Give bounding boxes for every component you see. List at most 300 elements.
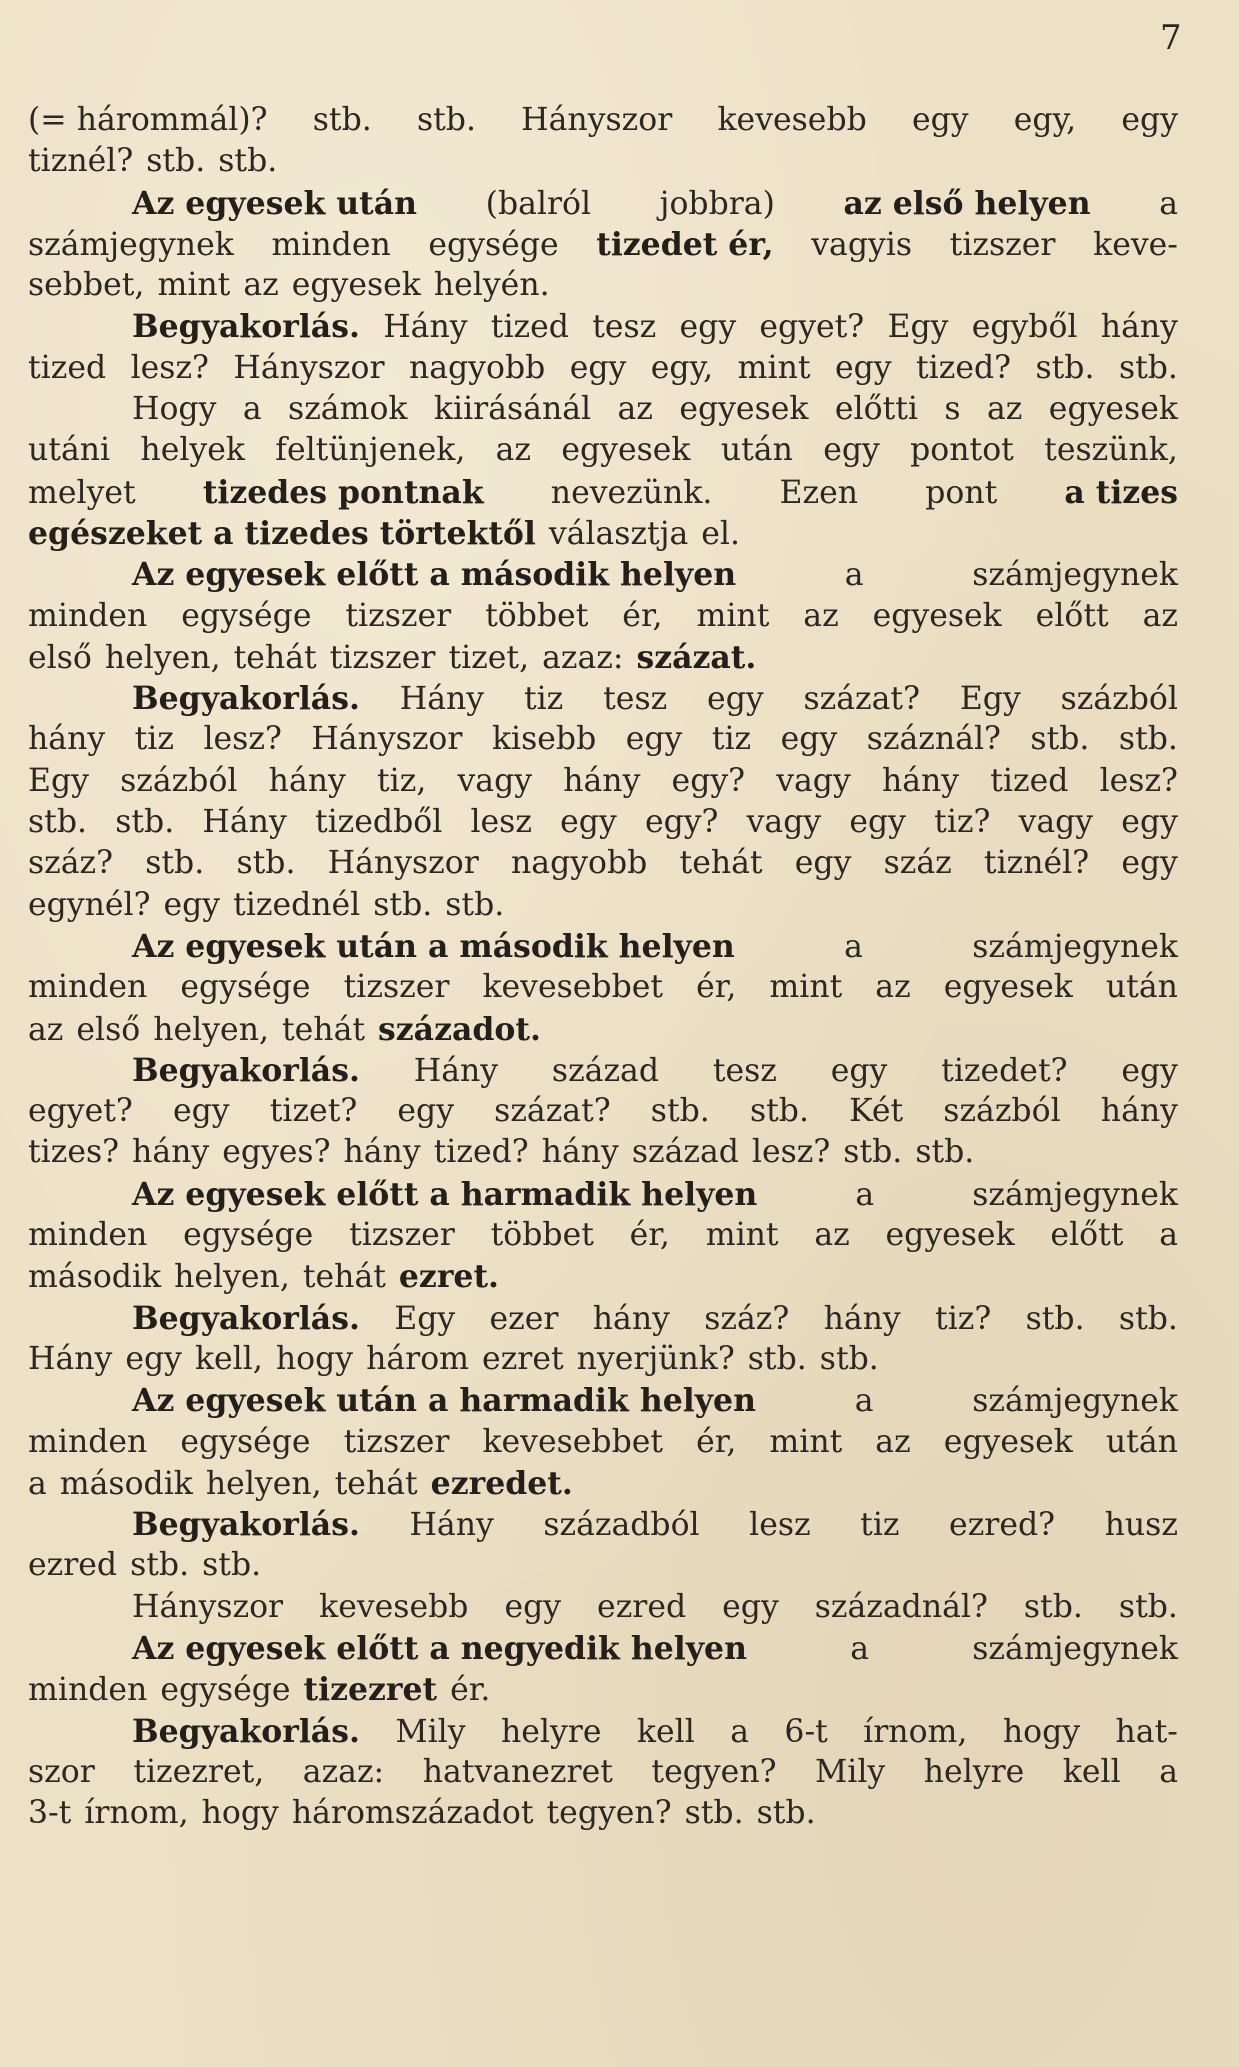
word: a [855,1176,875,1213]
word: kiirásánál [433,391,592,428]
text-line [28,719,1178,760]
word: százból [120,762,238,799]
word: egyesek [943,969,1073,1006]
word: kell, [194,1340,263,1377]
word: tizszer [343,969,450,1006]
word: az [243,267,279,304]
word: számok [288,391,408,428]
word: kevesebbet [482,1423,664,1460]
word: egyesek [679,391,809,428]
word: hány [1100,309,1178,346]
word: Hogy [132,391,217,428]
word: tizednél [233,886,361,923]
word: egy [707,681,764,718]
word: egysége [180,1423,311,1460]
word: egy? [644,804,719,841]
word: helyre [923,1753,1025,1790]
word: Hányszor [327,845,479,882]
word: minden [28,1217,148,1254]
text-line [28,224,1178,265]
word: mint [769,969,843,1006]
word: minden [28,1672,148,1709]
word: egy [834,349,892,386]
word: stb. [1118,721,1178,758]
text-line [28,1339,1178,1380]
word: a [1159,185,1178,222]
word: hatvanezret [422,1753,613,1790]
word: tegyen? [651,1753,777,1790]
word: számjegynek [972,1630,1178,1667]
bold-term: Begyakorlás. [132,680,360,718]
word: tesz [603,681,668,718]
word: hogy [201,1795,279,1832]
word: tehát [302,1259,386,1296]
word: pontot [910,432,1014,469]
word: egy [722,1588,779,1625]
bold-term: Az egyesek után [132,184,418,222]
word: ér, [696,1423,737,1460]
text-line [28,1256,1178,1297]
word: az [814,1217,850,1254]
word: Mily [815,1753,886,1790]
word: Hány [399,681,485,718]
word: az [875,1423,911,1460]
bold-term: százat. [636,638,757,676]
word: választja [548,515,689,552]
word: egy, [650,349,714,386]
word: hány [823,1300,901,1337]
word: stb. [312,102,372,138]
body-text [28,100,1178,1834]
word: nagyobb [511,845,648,882]
word: s [944,391,961,428]
word: száz? [28,845,114,882]
word: stb. [416,102,476,138]
word: egyből [971,309,1078,346]
word: Két [849,1093,904,1130]
word: lesz? [203,721,282,758]
word: Egy [887,309,949,346]
word: írnom, [84,1795,189,1832]
word: (= hárommál)? [28,102,268,138]
word: egyesek [885,1217,1015,1254]
word: mint [696,597,770,634]
word: egy [679,309,737,346]
word: második [28,1259,162,1296]
word: stb. [1023,1588,1083,1625]
bold-term: Begyakorlás. [132,1712,360,1750]
word: háromszázadot [291,1795,534,1832]
word: egy [560,804,617,841]
text-line [28,265,1178,306]
bold-term: Az egyesek után a harmadik helyen [132,1382,756,1420]
word: ér, [622,597,663,634]
word: pont [925,474,998,511]
word: Hányszor [233,349,385,386]
word: ezret [482,1340,564,1377]
word: a [844,557,864,594]
word: (balról [485,185,592,222]
word: stb. [1025,1300,1085,1337]
word: egyesek [561,432,691,469]
word: mint [737,349,811,386]
word: lesz? [130,349,209,386]
bold-term: tizezret [303,1671,438,1709]
word: stb. [1118,1300,1178,1337]
word: 6-t [784,1713,828,1750]
word: ezred [28,1547,118,1584]
text-line [28,183,1178,224]
word: egy [823,432,880,469]
word: egy [1121,845,1178,882]
word: Hány [28,1340,113,1377]
word: tizszer [329,639,436,676]
word: száz [883,845,952,882]
word: stb. [1118,1588,1178,1625]
word: az [617,391,653,428]
word: jobbra) [659,185,775,222]
word: stb. [28,804,88,841]
word: hat- [1115,1713,1178,1750]
word: hány [881,762,960,799]
word: tizes? [28,1134,120,1171]
word: 3-t [28,1795,72,1832]
text-line [28,885,1178,926]
word: nagyobb [408,349,546,386]
word: tegyen? [546,1795,672,1832]
word: Hány [202,804,287,841]
word: stb. [747,1340,807,1377]
word: stb. [146,143,206,180]
word: helyek [140,432,245,469]
word: stb. [819,1340,879,1377]
word: ér. [450,1672,491,1709]
word: egy [849,804,906,841]
word: egy [172,1093,230,1130]
word: mint [769,1423,843,1460]
word: tiz [134,721,174,758]
word: mint [705,1217,779,1254]
word: egyesek [291,267,421,304]
word: század [551,1052,660,1089]
word: stb. [756,1795,816,1832]
word: század [631,1134,739,1171]
word: tizet, [448,639,530,676]
word: egy [794,845,852,882]
word: az [986,391,1023,428]
word: tiznél? [983,845,1090,882]
word: helyre [500,1713,602,1750]
word: tizszer [345,597,452,634]
word: első [28,639,92,676]
word: egy? [671,762,746,799]
word: ér, [696,969,737,1006]
word: tesz [592,309,657,346]
text-line [28,1050,1178,1091]
word: hány [1100,1093,1178,1130]
word: stb. [115,804,175,841]
word: számjegynek [972,557,1178,594]
text-line [28,967,1178,1008]
bold-term: Begyakorlás. [132,1299,360,1337]
word: a [242,391,262,428]
word: stb. [749,1093,809,1130]
word: tizszer [343,1423,450,1460]
word: stb. [130,1547,190,1584]
word: hány [563,762,641,799]
word: kevesebb [717,102,867,138]
bold-term: Az egyesek előtt a harmadik helyen [132,1175,758,1213]
text-line [28,1132,1178,1173]
word: helyen, [153,1011,269,1048]
word: Egy [394,1300,456,1337]
word: tizszer [949,226,1056,263]
text-line [28,513,1178,554]
text-line [28,596,1178,637]
word: tized? [433,1134,529,1171]
word: írnom, [863,1713,968,1750]
word: a [844,928,863,965]
text-line [28,430,1178,471]
word: egy, [1013,102,1077,138]
word: stb. [650,1093,710,1130]
word: melyet [28,474,136,511]
word: Hányszor [132,1588,284,1625]
word: Ezen [779,474,859,511]
text-line [28,1504,1178,1545]
word: százat? [803,681,920,718]
word: egyet? [759,309,865,346]
word: századnál? [814,1588,988,1625]
word: szor [28,1753,95,1790]
word: tized [990,762,1069,799]
word: a [854,1383,874,1420]
bold-term: Az egyesek előtt a negyedik helyen [132,1629,747,1667]
word: hogy [1002,1713,1081,1750]
text-line [28,1587,1178,1628]
text-line [28,389,1178,430]
text-line [28,1752,1178,1793]
word: minden [28,1423,148,1460]
text-line [28,100,1178,141]
word: után [720,432,793,469]
word: vagyis [811,226,913,263]
text-line [28,1545,1178,1586]
bold-term: századot. [378,1010,541,1048]
text-line [28,141,1178,182]
text-line [28,1009,1178,1050]
word: többet [485,597,589,634]
word: a [1159,1217,1178,1254]
bold-term: Begyakorlás. [132,1051,360,1089]
text-line [28,802,1178,843]
text-line [28,1669,1178,1710]
word: az [1142,597,1178,634]
word: egysége [160,1672,291,1709]
word: számjegynek [972,928,1178,965]
word: hogy [275,1340,354,1377]
word: hány [28,721,106,758]
word: Hányszor [521,102,673,138]
word: egyesek [943,1423,1073,1460]
word: egy [1121,1052,1178,1089]
word: vagy [746,804,822,841]
word: utáni [28,432,111,469]
text-line [28,843,1178,884]
word: egy [163,886,221,923]
word: egyes? [222,1134,331,1171]
word: hány [592,1300,670,1337]
word: Hány [413,1052,499,1089]
word: tizszer [349,1217,455,1254]
word: tiznél? [28,143,134,180]
word: százból [1060,681,1178,718]
word: ezer [489,1300,559,1337]
text-line [28,554,1178,595]
word: az [495,432,532,469]
word: stb. [373,886,433,923]
word: ezred? [949,1507,1056,1544]
text-line [28,637,1178,678]
word: második [59,1465,193,1502]
text-line [28,1793,1178,1834]
word: kisebb [491,721,597,758]
text-line [28,472,1178,513]
word: kell [636,1713,695,1750]
word: tehát [334,1465,418,1502]
text-line [28,1628,1178,1669]
word: az [803,597,839,634]
word: száznál? [866,721,1001,758]
word: ezred [597,1588,687,1625]
word: tizet? [269,1093,358,1130]
word: ér, [629,1217,670,1254]
word: vagy [457,762,533,799]
word: Mily [395,1713,466,1750]
word: tiz, [376,762,427,799]
word: számjegynek [28,226,234,263]
word: tiz? [935,1300,992,1337]
word: stb. [445,886,505,923]
word: a [850,1630,869,1667]
word: minden [28,597,148,634]
word: egy [504,1588,562,1625]
word: előtt [1050,1217,1124,1254]
word: hány [132,1134,210,1171]
word: Hányszor [311,721,463,758]
word: husz [1104,1507,1178,1544]
word: minden [28,969,148,1006]
word: egynél? [28,886,151,923]
word: nevezünk. [550,474,713,511]
text-line [28,1174,1178,1215]
word: három [366,1340,470,1377]
text-line [28,1091,1178,1132]
text-line [28,1298,1178,1339]
word: egy [780,721,838,758]
word: nyerjünk? [576,1340,735,1377]
word: számjegynek [972,1176,1178,1213]
text-line [28,306,1178,347]
text-line [28,926,1178,967]
word: kevesebb [319,1588,469,1625]
word: után [1105,1423,1178,1460]
word: tizedet? [941,1052,1068,1089]
word: lesz [749,1507,811,1544]
word: Egy [959,681,1021,718]
word: százból [943,1093,1061,1130]
word: az [875,969,911,1006]
word: stb. [1118,349,1178,386]
word: tehát [233,639,317,676]
word: stb. [236,845,296,882]
word: egyesek [1048,391,1178,428]
word: az [28,1011,64,1048]
text-line [28,348,1178,389]
word: száz? [704,1300,790,1337]
word: tiz [523,681,564,718]
word: a [28,1465,47,1502]
word: tiz? [934,804,991,841]
word: egyesek [872,597,1002,634]
word: századból [543,1507,700,1544]
word: tiz [711,721,752,758]
text-line [28,678,1178,719]
word: stb. [202,1547,262,1584]
word: egy [397,1093,455,1130]
word: sebbet, [28,267,145,304]
word: kell [1062,1753,1121,1790]
word: azaz: [542,639,624,676]
bold-term: Begyakorlás. [132,308,360,346]
word: után [1105,969,1178,1006]
word: hány [541,1134,619,1171]
bold-term: Begyakorlás. [132,1506,360,1544]
word: egy [911,102,969,138]
word: minden [271,226,391,263]
word: kevesebbet [482,969,664,1006]
word: egy [625,721,683,758]
word: stb. [1030,721,1090,758]
page-number: 7 [1160,18,1182,58]
word: vagy [776,762,851,799]
word: egy [830,1052,888,1089]
word: el. [701,515,740,552]
word: tized? [916,349,1012,386]
word: tiz [860,1507,900,1544]
word: feltünjenek, [275,432,466,469]
text-line [28,761,1178,802]
word: hány [343,1134,421,1171]
text-line [28,1711,1178,1752]
word: tized [490,309,569,346]
text-line [28,1463,1178,1504]
word: egysége [428,226,559,263]
word: helyen, [174,1259,290,1296]
word: tizezret, [133,1753,265,1790]
word: azaz: [302,1753,385,1790]
word: helyén. [433,267,550,304]
bold-term: Az egyesek után a második helyen [132,927,735,965]
word: tized [28,349,107,386]
word: stb. [843,1134,903,1171]
word: teszünk, [1044,432,1178,469]
word: tizedből [314,804,443,841]
word: Hány [409,1507,494,1544]
word: százat? [494,1093,611,1130]
word: egy [569,349,627,386]
word: keve- [1093,226,1178,263]
